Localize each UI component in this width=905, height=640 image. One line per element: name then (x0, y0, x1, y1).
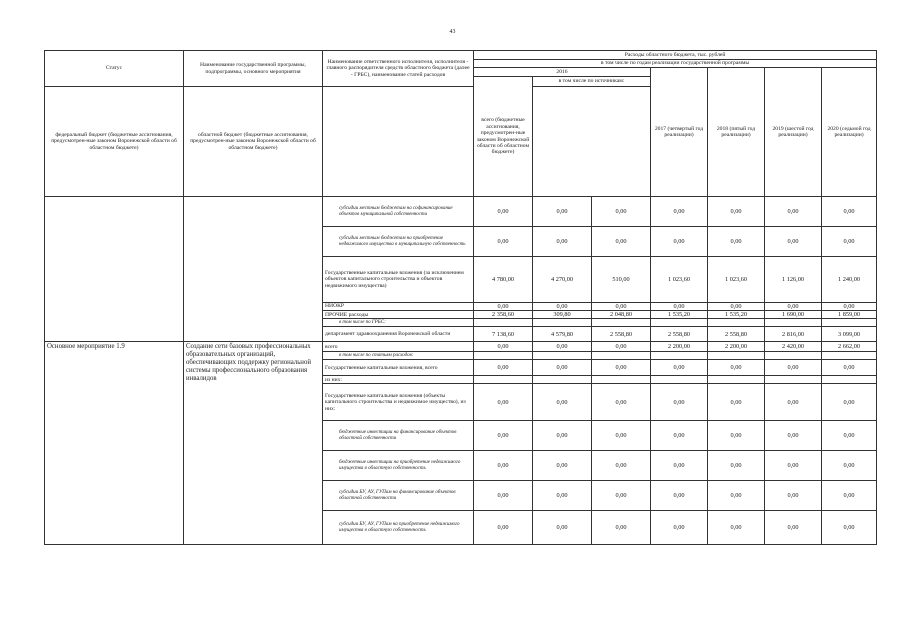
value-cell: 1 535,20 (708, 311, 765, 319)
row-label: всего (323, 342, 474, 352)
table-row (45, 197, 877, 227)
value-cell: 0,00 (592, 421, 651, 451)
value-cell: 2 358,60 (474, 311, 533, 319)
header-regional: областной бюджет (бюджетные ассигнования, предусмотрен-ные законом Воронежской области об областном бюджете) (184, 87, 323, 197)
header-status: Статус (45, 51, 184, 87)
value-cell: 1 023,60 (651, 257, 708, 303)
value-cell: 0,00 (592, 303, 651, 311)
row-label: в том числе по ГРБС: (323, 319, 474, 327)
value-cell (533, 352, 592, 360)
value-cell: 0,00 (708, 451, 765, 481)
value-cell: 0,00 (592, 227, 651, 257)
header-year-2016: 2016 (474, 68, 651, 77)
value-cell: 1 240,00 (822, 257, 877, 303)
value-cell (822, 376, 877, 384)
header-program-name: Наименование государственной программы, подпрограммы, основного мероприятия (184, 51, 323, 87)
value-cell (592, 319, 651, 327)
value-cell (474, 376, 533, 384)
header-executor: Наименование ответственного исполнителя, исполнителя - главного распорядителя средств областного бюджета (далее - ГРБС), наименование статей расходов (323, 51, 474, 87)
value-cell: 1 690,00 (765, 311, 822, 319)
value-cell: 2 662,00 (822, 342, 877, 352)
value-cell: 2 558,80 (708, 327, 765, 342)
header-2019: 2019 (шестой год реализации) (765, 68, 822, 197)
row-label: субсидии БУ, АУ, ГУПам на финансирование объектов областной собственности (323, 481, 474, 511)
value-cell: 0,00 (822, 384, 877, 421)
value-cell: 0,00 (708, 227, 765, 257)
header-2020: 2020 (седьмой год реализации) (822, 68, 877, 197)
value-cell: 0,00 (765, 227, 822, 257)
value-cell: 0,00 (533, 451, 592, 481)
value-cell: 0,00 (651, 197, 708, 227)
value-cell: 0,00 (533, 360, 592, 376)
value-cell: 0,00 (474, 303, 533, 311)
value-cell: 0,00 (765, 421, 822, 451)
value-cell (474, 352, 533, 360)
value-cell: 0,00 (533, 197, 592, 227)
value-cell (822, 319, 877, 327)
value-cell (592, 352, 651, 360)
row-label: ПРОЧИЕ расходы (323, 311, 474, 319)
name-cell-empty (184, 197, 323, 342)
value-cell: 0,00 (533, 342, 592, 352)
value-cell (765, 319, 822, 327)
table-row (45, 342, 877, 352)
row-label: субсидии БУ, АУ, ГУПам на приобретение недвижимого имущества в областную собственность (323, 511, 474, 545)
value-cell: 0,00 (822, 227, 877, 257)
value-cell: 510,00 (592, 257, 651, 303)
status-cell-empty (45, 197, 184, 342)
value-cell: 1 023,60 (708, 257, 765, 303)
value-cell: 2 420,00 (765, 342, 822, 352)
value-cell: 0,00 (708, 197, 765, 227)
value-cell (651, 352, 708, 360)
value-cell (533, 376, 592, 384)
value-cell (592, 376, 651, 384)
header-2017: 2017 (четвертый год реализации) (651, 68, 708, 197)
value-cell: 0,00 (651, 360, 708, 376)
value-cell: 0,00 (474, 227, 533, 257)
row-label: бюджетные инвестиции на приобретение недвижимого имущества в областную собственность (323, 451, 474, 481)
page-number: 43 (449, 29, 456, 35)
value-cell: 0,00 (651, 481, 708, 511)
value-cell: 0,00 (474, 342, 533, 352)
row-label: субсидии местным бюджетам на приобретение недвижимого имущества в муниципальную собственность (323, 227, 474, 257)
value-cell: 0,00 (592, 197, 651, 227)
value-cell: 0,00 (651, 511, 708, 545)
value-cell: 3 099,00 (822, 327, 877, 342)
header-budget-title: Расходы областного бюджета, тыс. рублей (474, 51, 877, 60)
value-cell: 1 859,00 (822, 311, 877, 319)
header-total: всего (бюджетные ассигнования, предусмотрен-ные законом Воронежской области об областном бюджете) (474, 77, 533, 197)
row-label: департамент здравоохранения Воронежской области (323, 327, 474, 342)
value-cell: 0,00 (651, 421, 708, 451)
value-cell: 0,00 (708, 421, 765, 451)
value-cell: 0,00 (474, 421, 533, 451)
value-cell (708, 319, 765, 327)
value-cell: 0,00 (765, 303, 822, 311)
value-cell: 0,00 (765, 451, 822, 481)
value-cell: 0,00 (533, 481, 592, 511)
value-cell: 0,00 (822, 421, 877, 451)
value-cell: 0,00 (822, 481, 877, 511)
value-cell (765, 376, 822, 384)
value-cell: 0,00 (651, 384, 708, 421)
value-cell: 0,00 (822, 360, 877, 376)
value-cell: 0,00 (533, 384, 592, 421)
value-cell: 0,00 (822, 451, 877, 481)
value-cell: 2 200,00 (708, 342, 765, 352)
value-cell: 0,00 (474, 384, 533, 421)
row-label: в том числе по статьям расходов: (323, 352, 474, 360)
budget-table (44, 50, 877, 545)
value-cell: 0,00 (474, 451, 533, 481)
value-cell: 0,00 (765, 360, 822, 376)
value-cell: 0,00 (708, 360, 765, 376)
row-label: Государственные капитальные вложения (за исключением объектов капитального строительства и объектов недвижимого имущества) (323, 257, 474, 303)
value-cell: 0,00 (822, 511, 877, 545)
row-label: из них: (323, 376, 474, 384)
value-cell (651, 319, 708, 327)
value-cell: 0,00 (592, 511, 651, 545)
value-cell (708, 352, 765, 360)
header-federal: федеральный бюджет (бюджетные ассигнования, предусмотрен-ные законом Воронежской области об областном бюджете) (45, 87, 184, 197)
value-cell: 2 048,80 (592, 311, 651, 319)
value-cell: 0,00 (592, 342, 651, 352)
value-cell: 4 270,00 (533, 257, 592, 303)
value-cell: 0,00 (822, 303, 877, 311)
value-cell: 0,00 (765, 511, 822, 545)
value-cell (474, 319, 533, 327)
value-cell: 0,00 (592, 360, 651, 376)
value-cell: 0,00 (474, 197, 533, 227)
measure-name-cell: Создание сети базовых профессиональных образовательных организаций, обеспечивающих поддержку региональной системы профессионального образования инвалидов (184, 342, 323, 545)
value-cell: 0,00 (708, 384, 765, 421)
value-cell: 2 558,80 (651, 327, 708, 342)
value-cell: 0,00 (533, 227, 592, 257)
row-label: НИОКР (323, 303, 474, 311)
value-cell: 2 200,00 (651, 342, 708, 352)
value-cell: 0,00 (533, 511, 592, 545)
value-cell (765, 352, 822, 360)
value-cell: 0,00 (474, 481, 533, 511)
value-cell: 0,00 (765, 481, 822, 511)
value-cell: 309,80 (533, 311, 592, 319)
value-cell: 2 816,00 (765, 327, 822, 342)
row-label: Государственные капитальные вложения, всего (323, 360, 474, 376)
row-label: субсидии местным бюджетам на софинансирование объектов муниципальной собственности (323, 197, 474, 227)
value-cell: 4 579,80 (533, 327, 592, 342)
value-cell: 0,00 (708, 481, 765, 511)
value-cell: 0,00 (592, 451, 651, 481)
value-cell: 0,00 (474, 360, 533, 376)
value-cell: 0,00 (592, 384, 651, 421)
value-cell: 1 535,20 (651, 311, 708, 319)
value-cell: 0,00 (533, 303, 592, 311)
value-cell: 0,00 (651, 451, 708, 481)
status-cell: Основное мероприятие 1.9 (45, 342, 184, 545)
value-cell: 2 558,80 (592, 327, 651, 342)
value-cell: 0,00 (708, 511, 765, 545)
value-cell: 4 780,00 (474, 257, 533, 303)
value-cell (708, 376, 765, 384)
value-cell: 0,00 (651, 303, 708, 311)
row-label: Государственные капитальные вложения (объекты капитального строительства и недвижимое имущество), из них: (323, 384, 474, 421)
value-cell: 1 126,00 (765, 257, 822, 303)
value-cell: 0,00 (474, 511, 533, 545)
value-cell: 0,00 (533, 421, 592, 451)
header-by-years: в том числе по годам реализации государственной программы (474, 60, 877, 68)
row-label: бюджетные инвестиции на финансирование объектов областной собственности (323, 421, 474, 451)
value-cell (651, 376, 708, 384)
value-cell: 0,00 (592, 481, 651, 511)
header-2018: 2018 (пятый год реализации) (708, 68, 765, 197)
value-cell: 0,00 (708, 303, 765, 311)
value-cell: 0,00 (765, 384, 822, 421)
header-incl-sources: в том числе по источникам: (533, 77, 651, 87)
value-cell: 0,00 (651, 227, 708, 257)
value-cell (822, 352, 877, 360)
value-cell: 7 138,60 (474, 327, 533, 342)
value-cell: 0,00 (765, 197, 822, 227)
value-cell (533, 319, 592, 327)
value-cell: 0,00 (822, 197, 877, 227)
